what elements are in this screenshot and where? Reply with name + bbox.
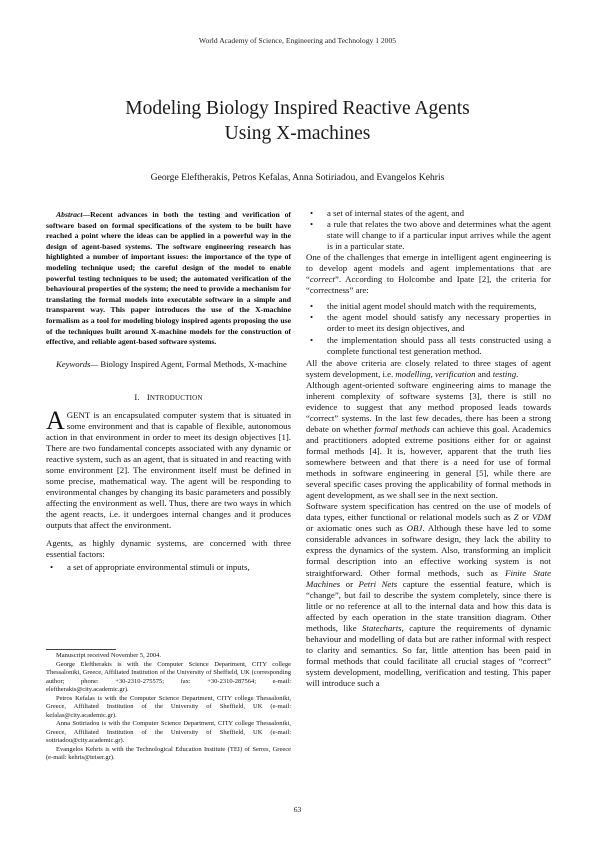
text-run: . Although these have led to some considerable advances in software design, they lack the ability to express the dynamics of the system. Also, transforming an implicit formal description into an effective working system is not straightforward. Other formal methods, such as xyxy=(306,523,551,578)
list-item-text: a rule that relates the two above and determines what the agent state will change to if a particular input arrives while the agent is in a particular state. xyxy=(327,219,551,252)
page-number: 63 xyxy=(293,805,302,814)
text-run: or axiomatic ones such as xyxy=(306,523,407,534)
specification-paragraph xyxy=(306,501,551,689)
intro-paragraph xyxy=(46,405,291,532)
list-item xyxy=(306,335,551,357)
text-run-italic: VDM xyxy=(531,512,552,523)
text-run: Software system specification has centred on the use of models of data types, either functional or relational models such as xyxy=(306,501,551,523)
text-run-italic: formal methods xyxy=(374,423,430,434)
section-numeral: I. xyxy=(134,391,140,402)
list-item xyxy=(306,312,551,334)
section-title-first: I xyxy=(146,391,150,402)
list-item xyxy=(306,219,551,252)
text-run: can achieve this goal. Academics and practitioners adopted extreme positions either for or against formal methods [4]. It is, however, apparent that the truth lies somewhere between and that there is a need for use of formal methods in software engineering in general [5], while there are several specific cases proving the applicability of formal methods in agent development, as we shall see in the next section. xyxy=(306,423,551,501)
keywords-dash: — xyxy=(90,358,99,369)
left-column xyxy=(46,206,291,573)
abstract-dash: — xyxy=(82,210,91,219)
text-run-italic: OBJ xyxy=(406,523,423,534)
bullet-dot-icon: • xyxy=(310,301,314,312)
title-line-1: Modeling Biology Inspired Reactive Agents xyxy=(125,98,470,119)
list-item xyxy=(306,208,551,219)
footnote-author-3: Anna Sotiriadou is with the Computer Science Department, CITY college Thessaloniki, Greece, Affiliated Institution of the University of Sheffield, UK (e-mail: sotiriadou@city.academic.gr). xyxy=(46,720,291,744)
list-item-text: the implementation should pass all tests constructed using a complete functional test generation method. xyxy=(327,334,551,356)
text-run-italic: Statecharts xyxy=(362,622,402,633)
bullet-dot-icon: • xyxy=(310,334,314,345)
title-line-2: Using X-machines xyxy=(224,123,371,144)
correctness-paragraph xyxy=(306,252,551,296)
text-run: , xyxy=(430,368,436,379)
abstract-label: Abstract xyxy=(56,210,83,219)
footnote-author-1: George Eleftherakis is with the Computer Science Department, CITY college Thessaloniki, Greece, Affiliated Institution of the University of Sheffield, UK (corresponding author; phone: +30-2310-275575; fax: +30-2310-287564; e-mail: eleftherakis@city.academic.gr). xyxy=(46,660,291,693)
text-run-italic: verification xyxy=(435,368,476,379)
text-run: . xyxy=(516,368,519,379)
list-item-text: the initial agent model should match with the requirements, xyxy=(327,301,537,312)
right-column xyxy=(306,208,551,689)
text-run: ”. According to Holcombe and Ipate [2], the criteria for “correctness” are: xyxy=(306,274,551,296)
paper-title xyxy=(40,96,555,146)
text-run: and xyxy=(475,368,493,379)
bullet-dot-icon: • xyxy=(310,312,314,323)
list-item xyxy=(306,301,551,312)
text-run: All the above criteria are closely related to three stages of agent system development, i.e. xyxy=(306,357,551,379)
text-run-italic: testing xyxy=(492,368,517,379)
criteria-bullet-list xyxy=(306,301,551,356)
drop-cap: A xyxy=(46,405,65,435)
text-run-italic: Finite State Machines xyxy=(306,567,551,589)
section-heading-introduction xyxy=(46,392,291,402)
keywords-text: Biology Inspired Agent, Formal Methods, X-machine xyxy=(98,358,287,369)
intro-text: GENT is an encapsulated computer system that is situated in some environment and that is capable of flexible, autonomous action in that environment in order to meet its design objectives [1]. There are two fundamental concepts associated with any dynamic or reactive system, such as an agent, that is situated in and reacting with some environment [2]. The environment itself must be defined in some precise, mathematical way. The agent will be responding to environmental changes by changing its basic parameters and possibly affecting the environment as well. Thus, there are two ways in which the agent reacts, i.e. it undergoes internal changes and it produces outputs that affect the environment. xyxy=(46,409,291,531)
text-run: or xyxy=(518,512,532,523)
aose-paragraph xyxy=(306,380,551,502)
text-run: or xyxy=(340,578,359,589)
running-head: World Academy of Science, Engineering and Technology 1 2005 xyxy=(198,36,397,45)
agents-paragraph: Agents, as highly dynamic systems, are concerned with three essential factors: xyxy=(46,538,291,560)
keywords-label: Keywords xyxy=(56,358,91,369)
list-item-text: the agent model should satisfy any necessary properties in order to meet its design objectives, and xyxy=(327,312,551,334)
text-run-italic: correct xyxy=(309,274,335,285)
list-item-text: a set of appropriate environmental stimuli or inputs, xyxy=(67,562,250,573)
footnotes xyxy=(46,649,291,763)
stages-paragraph xyxy=(306,358,551,380)
text-run-italic: Petri Nets xyxy=(358,578,398,589)
list-item xyxy=(46,562,291,573)
text-run: One of the challenges that emerge in intelligent agent engineering is to develop agent models and agent implementations that are “ xyxy=(306,252,551,285)
author-list: George Eleftherakis, Petros Kefalas, Anna Sotiriadou, and Evangelos Kehris xyxy=(150,172,445,183)
bullet-dot-icon: • xyxy=(310,219,314,230)
left-bullet-list xyxy=(46,562,291,573)
text-run-italic: modelling xyxy=(395,368,431,379)
footnote-divider xyxy=(46,649,116,650)
list-item-text: a set of internal states of the agent, and xyxy=(327,208,465,218)
bullet-dot-icon: • xyxy=(310,208,314,218)
text-run: capture the essential feature, which is “change”, but fail to describe the system completely, since there is little or no reference at all to the internal data and how this data is affected by each operation in the state transition diagram. Other methods, like xyxy=(306,578,551,633)
keywords xyxy=(46,358,291,370)
footnote-received: Manuscript received November 5, 2004. xyxy=(56,652,162,659)
text-run-italic: Z xyxy=(513,512,519,523)
footnote-author-2: Petros Kefalas is with the Computer Science Department, CITY college Thessaloniki, Greece, Affiliated Institution of the University of Sheffield, UK (e-mail: kefalas@city.academic.gr). xyxy=(46,694,291,719)
text-run: Although agent-oriented software engineering aims to manage the inherent complexity of software systems [3], there is still no evidence to suggest that any method proposed leads towards “correct” systems. In the last few decades, there has been a strong debate on whether xyxy=(306,379,551,434)
section-title-rest: NTRODUCTION xyxy=(149,393,203,402)
right-bullet-list-top xyxy=(306,208,551,252)
footnote-author-4: Evangelos Kehris is with the Technological Education Institute (TEI) of Serres, Greece (e-mail: kehris@teiser.gr). xyxy=(46,745,291,761)
abstract-text: Recent advances in both the testing and verification of software based on formal specifications of the system to be built have reached a point where the ideas can be applied in a powerful way in the design of agent-based systems. The software engineering research has highlighted a number of important issues: the importance of the type of modeling technique used; the careful design of the model to enable powerful testing techniques to be used; the automated verification of the behavioural properties of the system; the need to provide a mechanism for translating the formal models into executable software in a simple and transparent way. This paper introduces the use of the X-machine formalism as a tool for modeling biology inspired agents proposing the use of the techniques built around X-machine models for the construction of effective, and reliable agent-based software systems. xyxy=(46,210,291,347)
bullet-dot-icon: • xyxy=(50,562,54,573)
abstract xyxy=(46,210,291,348)
text-run: , capture the requirements of dynamic behaviour and modelling of data but are rather informal with respect to clarity and semantics. So far, little attention has been paid in formal methods that could facilitate all crucial stages of “correct” system development, modelling, verification and testing. This paper will introduce such a xyxy=(306,622,551,688)
